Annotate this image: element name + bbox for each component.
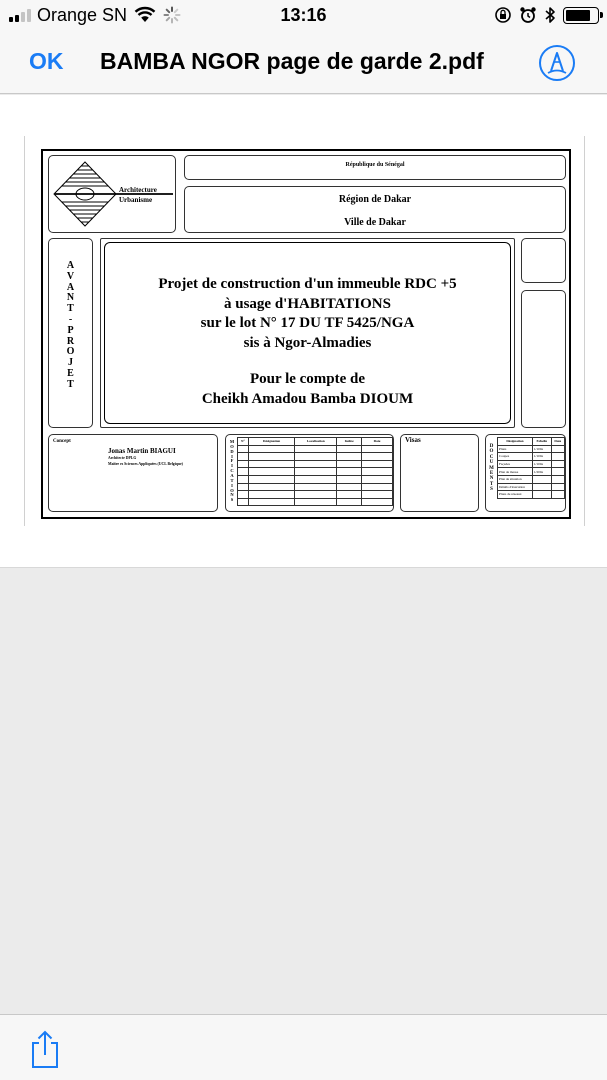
phase-box xyxy=(48,238,93,428)
table-cell xyxy=(337,468,362,476)
table-cell xyxy=(238,483,249,491)
table-cell: 1/100e xyxy=(532,453,551,461)
concept-label: Concept xyxy=(53,439,71,444)
table-row xyxy=(498,453,565,461)
modifications-letter: A xyxy=(230,473,234,479)
table-header-row xyxy=(238,438,393,446)
table-header-row xyxy=(498,438,565,446)
project-inner-box xyxy=(104,242,511,424)
modifications-letter: I xyxy=(231,482,233,488)
region-name: Région de Dakar xyxy=(338,194,412,205)
visas-box xyxy=(400,434,479,512)
column-header: Indice xyxy=(337,438,362,446)
ok-button[interactable]: OK xyxy=(29,48,64,74)
documents-letter: U xyxy=(489,460,494,466)
logo-text-architecture: Architecture xyxy=(119,186,157,194)
table-cell xyxy=(551,483,564,491)
modifications-letter: O xyxy=(230,443,234,449)
table-cell xyxy=(337,491,362,499)
table-cell: Détails d'éxécution xyxy=(498,483,533,491)
table-cell xyxy=(361,483,392,491)
table-cell xyxy=(337,475,362,483)
table-cell: Coupes xyxy=(498,453,533,461)
documents-letter: S xyxy=(490,487,493,493)
modifications-letter: C xyxy=(230,468,234,474)
table-cell xyxy=(295,460,337,468)
table-cell xyxy=(248,453,295,461)
table-cell xyxy=(248,498,295,506)
phase-letter: A xyxy=(66,260,75,271)
table-cell xyxy=(361,445,392,453)
table-cell xyxy=(551,453,564,461)
client-line: Cheikh Amadou Bamba DIOUM xyxy=(201,390,414,407)
table-row xyxy=(238,445,393,453)
table-row xyxy=(498,491,565,499)
table-row xyxy=(238,483,393,491)
modifications-letter: I xyxy=(231,453,233,459)
logo-text-urbanisme: Urbanisme xyxy=(119,196,153,204)
modifications-letter: M xyxy=(229,439,235,444)
table-cell xyxy=(248,468,295,476)
table-cell: 1/100e xyxy=(532,445,551,453)
table-cell xyxy=(295,483,337,491)
table-cell xyxy=(295,475,337,483)
table-cell xyxy=(361,460,392,468)
modifications-letter: D xyxy=(230,448,234,454)
architect-title: Architecte DPLG xyxy=(108,456,137,460)
table-row xyxy=(238,468,393,476)
documents-box xyxy=(485,434,566,512)
modifications-letter: T xyxy=(230,477,234,483)
phase-letter: T xyxy=(67,303,74,315)
table-cell xyxy=(361,498,392,506)
phase-letter: A xyxy=(66,281,75,293)
architecture-logo xyxy=(53,160,173,230)
table-cell: 1/100e xyxy=(532,460,551,468)
table-cell xyxy=(337,460,362,468)
column-header: N° xyxy=(238,438,249,446)
project-description xyxy=(105,275,510,353)
phase-label xyxy=(49,261,92,391)
phase-letter: R xyxy=(66,335,75,347)
bottom-toolbar xyxy=(0,1014,607,1080)
phase-letter: V xyxy=(66,270,75,282)
table-cell xyxy=(532,475,551,483)
table-cell xyxy=(248,475,295,483)
table-cell xyxy=(551,460,564,468)
table-cell xyxy=(248,483,295,491)
table-cell: Façades xyxy=(498,460,533,468)
side-box-top xyxy=(521,238,566,283)
table-row xyxy=(498,460,565,468)
table-cell xyxy=(238,460,249,468)
architect-name: Jonas Martin BIAGUI xyxy=(108,447,176,455)
carrier-name: Orange SN xyxy=(37,5,128,25)
table-cell xyxy=(337,483,362,491)
table-row xyxy=(238,475,393,483)
table-cell xyxy=(248,445,295,453)
documents-letter: C xyxy=(489,454,494,460)
project-line: sur le lot N° 17 DU TF 5425/NGA xyxy=(200,315,415,331)
phase-letter: O xyxy=(66,346,75,358)
table-row xyxy=(238,491,393,499)
documents-letter: D xyxy=(489,444,494,449)
country-box xyxy=(184,155,566,180)
cover-page-frame xyxy=(41,149,571,519)
documents-letter: N xyxy=(489,476,494,482)
navigation-bar xyxy=(0,32,607,94)
table-row xyxy=(498,468,565,476)
location-box xyxy=(184,186,566,233)
table-cell xyxy=(551,475,564,483)
pdf-viewer[interactable] xyxy=(0,95,607,568)
phase-letter: T xyxy=(67,378,74,390)
phase-letter: - xyxy=(68,313,73,325)
logo-box xyxy=(48,155,176,233)
table-row xyxy=(238,498,393,506)
project-line: Projet de construction d'un immeuble RDC +5 xyxy=(158,276,457,292)
column-header: Localisation xyxy=(295,438,337,446)
table-cell xyxy=(295,491,337,499)
table-row xyxy=(238,453,393,461)
table-cell xyxy=(295,468,337,476)
phase-letter: J xyxy=(68,357,73,369)
markup-pen-icon[interactable] xyxy=(538,44,576,82)
share-button[interactable] xyxy=(29,1029,61,1069)
phase-letter: P xyxy=(67,324,74,336)
table-cell: Plan de situation xyxy=(498,475,533,483)
table-cell xyxy=(295,498,337,506)
documents-label xyxy=(487,444,496,493)
table-cell xyxy=(361,475,392,483)
table-cell xyxy=(551,445,564,453)
documents-letter: O xyxy=(489,449,494,455)
country-name: République du Sénégal xyxy=(345,162,405,168)
documents-letter: T xyxy=(489,481,494,487)
documents-letter: M xyxy=(489,465,494,471)
table-cell xyxy=(238,491,249,499)
column-header: Date xyxy=(551,438,564,446)
table-row xyxy=(498,475,565,483)
table-cell: Plan de masse xyxy=(498,468,533,476)
project-line: sis à Ngor-Almadies xyxy=(243,334,372,351)
modifications-box xyxy=(225,434,394,512)
phase-letter: N xyxy=(66,292,75,304)
table-cell xyxy=(551,491,564,499)
table-cell xyxy=(238,468,249,476)
phase-letter: E xyxy=(67,367,74,379)
table-cell xyxy=(532,483,551,491)
table-cell xyxy=(238,498,249,506)
table-cell xyxy=(238,445,249,453)
side-box-bottom xyxy=(521,290,566,428)
orientation-lock-icon xyxy=(494,6,512,24)
table-cell xyxy=(248,491,295,499)
table-row xyxy=(238,460,393,468)
concept-box xyxy=(48,434,218,512)
table-cell xyxy=(532,491,551,499)
status-bar xyxy=(0,0,607,32)
alarm-icon xyxy=(519,6,537,24)
clock: 13:16 xyxy=(280,5,327,25)
modifications-table xyxy=(237,437,393,506)
modifications-letter: O xyxy=(230,487,234,493)
table-row xyxy=(498,483,565,491)
modifications-letter: N xyxy=(230,492,234,498)
document-title: BAMBA NGOR page de garde 2.pdf xyxy=(100,48,484,74)
table-cell xyxy=(295,453,337,461)
client-description xyxy=(105,370,510,409)
bluetooth-icon xyxy=(544,6,556,24)
column-header: Désignation xyxy=(498,438,533,446)
modifications-letter: I xyxy=(231,463,233,469)
modifications-letter: F xyxy=(230,458,234,464)
table-cell: 1/200e xyxy=(532,468,551,476)
city-name: Ville de Dakar xyxy=(344,217,406,228)
table-cell xyxy=(238,453,249,461)
project-line: à usage d'HABITATIONS xyxy=(224,295,391,312)
table-cell xyxy=(337,453,362,461)
table-cell: Plans de réseaux xyxy=(498,491,533,499)
documents-table xyxy=(497,437,565,499)
client-line: Pour le compte de xyxy=(249,371,366,387)
pdf-page xyxy=(24,136,585,526)
table-cell xyxy=(361,468,392,476)
documents-letter: E xyxy=(489,470,494,476)
column-header: Echelle xyxy=(532,438,551,446)
battery-icon xyxy=(563,7,599,24)
table-cell xyxy=(337,498,362,506)
table-cell xyxy=(248,460,295,468)
project-outer-box xyxy=(100,238,515,428)
column-header: Désignation xyxy=(248,438,295,446)
table-row xyxy=(498,445,565,453)
column-header: Date xyxy=(361,438,392,446)
table-cell xyxy=(361,491,392,499)
architect-degree: Maître es Sciences Appliquées (UCL Belgique) xyxy=(108,462,183,466)
visas-label: Visas xyxy=(405,436,421,444)
table-cell xyxy=(295,445,337,453)
table-cell xyxy=(361,453,392,461)
table-cell xyxy=(551,468,564,476)
table-cell: Plans xyxy=(498,445,533,453)
modifications-label xyxy=(227,440,237,503)
modifications-letter: S xyxy=(230,497,234,503)
table-cell xyxy=(238,475,249,483)
share-icon xyxy=(29,1029,61,1069)
table-cell xyxy=(337,445,362,453)
